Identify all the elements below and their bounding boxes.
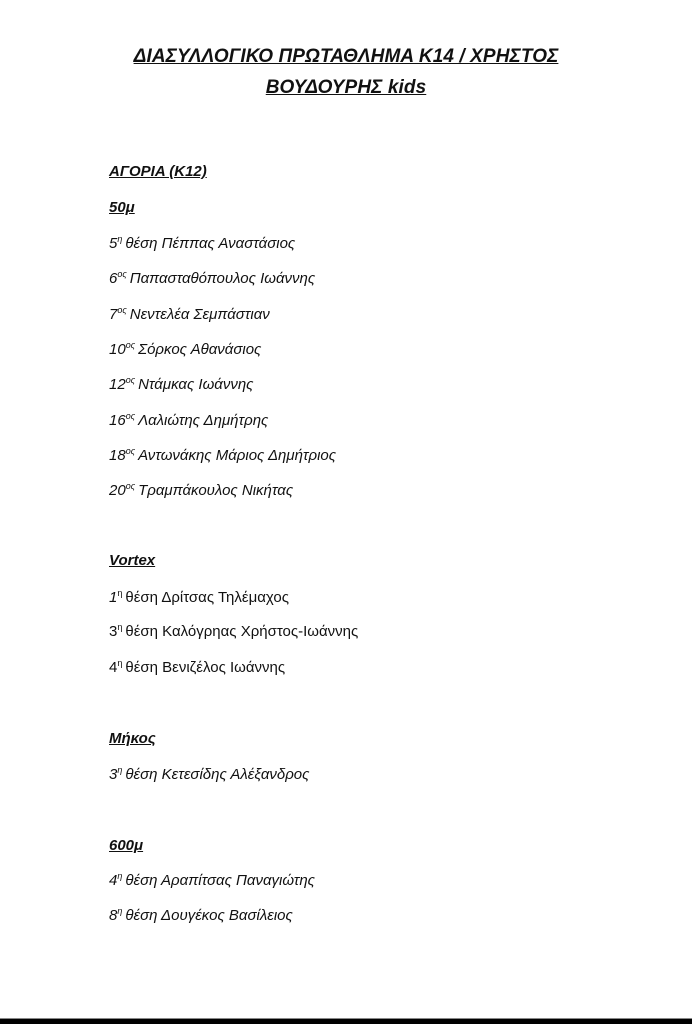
section-heading-50m: 50μ — [109, 199, 135, 216]
result-entry: $16^{o\varsigma}$ Λαλιώτης Δημήτρης — [109, 411, 269, 429]
category-heading: ΑΓΟΡΙΑ (Κ12) — [109, 163, 207, 180]
document-title-line-2: ΒΟΥΔΟΥΡΗΣ kids — [265, 77, 427, 98]
result-entry: $1^\eta$ θέση Δρίτσας Τηλέμαχος — [109, 588, 289, 606]
result-entry: $7^{o\varsigma}$ Νεντελέα Σεμπάστιαν — [109, 305, 270, 323]
page-bottom-edge — [0, 1018, 692, 1024]
result-entry: $20^{o\varsigma}$ Τραμπάκουλος Νικήτας — [109, 481, 294, 499]
result-entry: $18^{o\varsigma}$ Αντωνάκης Μάριος Δημήτριος — [109, 446, 337, 464]
result-entry: $4^\eta$ θέση Βενιζέλος Ιωάννης — [109, 658, 286, 676]
result-entry: $10^{o\varsigma}$ Σόρκος Αθανάσιος — [109, 340, 262, 358]
result-entry: $5^\eta$ θέση Πέππας Αναστάσιος — [109, 234, 296, 252]
section-heading-600m: 600μ — [109, 837, 144, 854]
result-entry: $12^{o\varsigma}$ Ντάμκας Ιωάννης — [109, 375, 254, 393]
document-title-line-1: ΔΙΑΣΥΛΛΟΓΙΚΟ ΠΡΩΤΑΘΛΗΜΑ Κ14 / ΧΡΗΣΤΟΣ — [133, 46, 559, 67]
result-entry: $6^{o\varsigma}$ Παπασταθόπουλος Ιωάννης — [109, 269, 316, 287]
result-entry: $3^\eta$ θέση Καλόγρηας Χρήστος-Ιωάννης — [109, 622, 359, 640]
result-entry: $4^\eta$ θέση Αραπίτσας Παναγιώτης — [109, 871, 315, 889]
section-heading-long-jump: Μήκος — [109, 730, 156, 747]
result-entry: $8^\eta$ θέση Δουγέκος Βασίλειος — [109, 906, 293, 924]
result-entry: $3^\eta$ θέση Κετεσίδης Αλέξανδρος — [109, 765, 310, 783]
section-heading-vortex: Vortex — [109, 552, 156, 569]
